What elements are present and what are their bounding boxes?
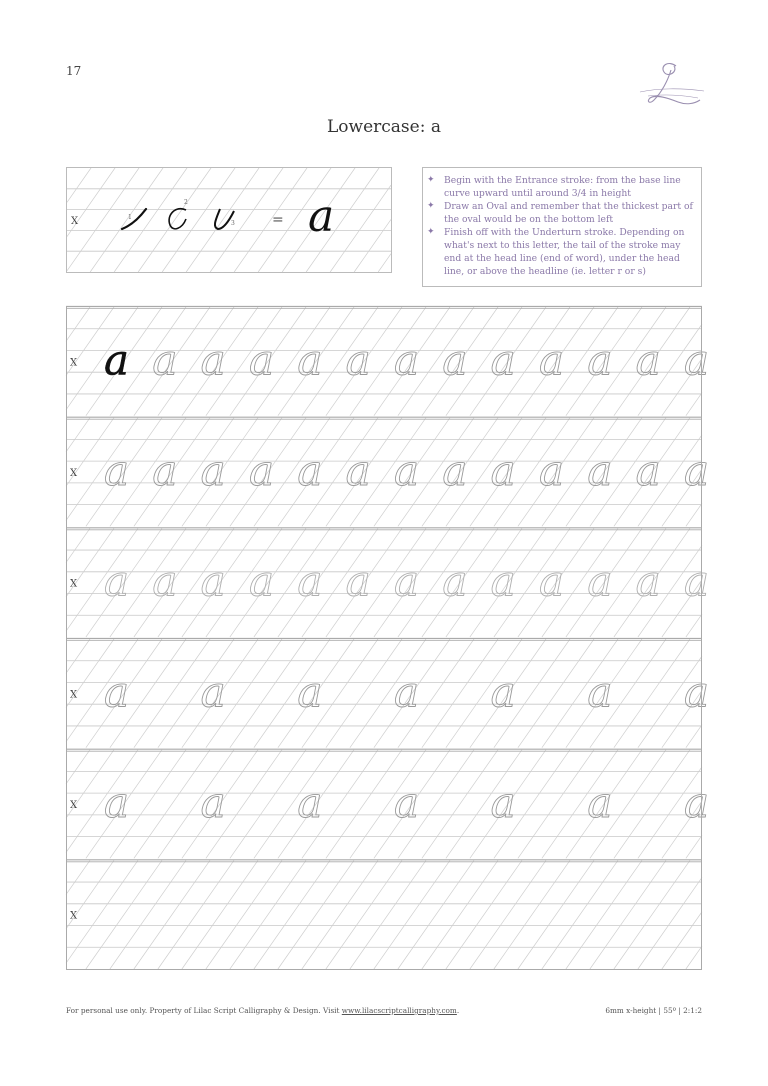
slant-line [686,503,702,526]
slant-line [66,307,90,341]
slant-line [66,860,90,894]
trace-letter-a: a [104,667,130,717]
trace-letter-a: a [297,556,323,606]
trace-letter-a: a [152,335,178,385]
slant-line [67,168,91,202]
example-letter-a: a [104,335,130,385]
trace-letter-a: a [539,556,565,606]
trace-letter-a: a [345,335,371,385]
slant-line [590,860,666,969]
trace-letter-a: a [152,556,178,606]
trace-letter-a: a [587,446,613,495]
trace-letter-a: a [442,446,468,495]
trace-letter-a: a [152,446,178,495]
slant-line [422,639,498,748]
slant-line [162,168,235,272]
demo-letter-a: a [308,191,335,242]
trace-letter-a: a [684,778,710,827]
trace-letter-a: a [635,556,661,606]
practice-row [66,749,709,858]
trace-letter-a: a [490,446,516,495]
slant-line [518,860,594,969]
slant-line [494,860,570,969]
trace-letter-a: a [200,446,226,495]
slant-line [134,750,210,859]
slant-line [254,860,330,969]
slant-line [686,835,702,858]
page-title: Lowercase: a [327,117,441,137]
slant-line [350,860,426,969]
slant-line [86,860,162,969]
step-label-3: 3 [231,220,235,227]
footer-specs: 6mm x-height | 55º | 2:1:2 [605,1006,702,1015]
slant-line [330,185,391,272]
trace-letter-a: a [684,667,710,717]
slant-line [278,860,354,969]
slant-line [614,860,690,969]
slant-line [686,725,702,748]
slant-line [614,639,690,748]
trace-letter-a: a [635,335,661,385]
equals-sign: = [272,212,284,228]
slant-line [186,168,259,272]
slant-line [398,860,474,969]
practice-row [66,860,702,969]
trace-letter-a: a [490,556,516,606]
practice-row [66,528,709,637]
slant-line [378,254,391,272]
slant-line [470,860,546,969]
trace-letter-a: a [200,667,226,717]
trace-letter-a: a [104,778,130,827]
practice-grid [66,306,710,970]
slant-line [114,168,187,272]
entrance-stroke [122,209,146,229]
practice-row [66,639,709,748]
slant-line [686,393,702,416]
trace-letter-a: a [684,556,710,606]
slant-line [66,750,90,784]
slant-line [326,639,402,748]
trace-letter-a: a [635,446,661,495]
slant-line [66,528,90,562]
slant-line [134,639,210,748]
page-number: 17 [66,64,82,78]
trace-letter-a: a [684,335,710,385]
slant-line [518,750,594,859]
slant-line [354,219,391,272]
trace-letter-a: a [394,667,420,717]
trace-letter-a: a [104,556,130,606]
slant-line [638,877,702,969]
trace-letter-a: a [442,335,468,385]
row-marker: X [70,468,78,479]
trace-letter-a: a [587,778,613,827]
trace-letter-a: a [297,667,323,717]
trace-letter-a: a [394,556,420,606]
step-label-1: 1 [128,214,132,221]
trace-letter-a: a [394,446,420,495]
slant-line [206,860,282,969]
instruction-item: ✦ Finish off with the Underturn stroke. Depending on what's next to this letter, the tail of the stroke may end at the head line (end of word), under the head line, or above the headline (ie. letter r or s) [427,227,685,277]
slant-line [566,860,642,969]
step-label-2: 2 [184,199,188,206]
slant-line [110,860,186,969]
slant-line [134,860,210,969]
slant-line [230,860,306,969]
oval-stroke [169,209,186,229]
slant-line [90,168,163,272]
trace-letter-a: a [200,778,226,827]
trace-letter-a: a [249,446,275,495]
slant-line [234,168,307,272]
trace-letter-a: a [490,778,516,827]
slant-line [326,750,402,859]
trace-letter-a: a [490,667,516,717]
trace-letter-a: a [539,446,565,495]
slant-line [542,860,618,969]
slant-line [158,860,234,969]
trace-letter-a: a [490,335,516,385]
trace-letter-a: a [587,556,613,606]
lilac-script-logo-icon [638,58,706,110]
trace-letter-a: a [539,335,565,385]
slant-line [230,639,306,748]
slant-line [446,860,522,969]
slant-line [614,750,690,859]
slant-line [230,750,306,859]
trace-letter-a: a [104,446,130,495]
instruction-item: ✦ Draw an Oval and remember that the thickest part of the oval would be on the bottom left [427,201,693,225]
trace-letter-a: a [442,556,468,606]
trace-letter-a: a [200,556,226,606]
slant-line [66,639,90,673]
trace-letter-a: a [249,556,275,606]
trace-letter-a: a [394,335,420,385]
slant-line [422,860,498,969]
row-marker: X [70,578,78,590]
star-bullet-icon: ✦ [427,227,435,237]
practice-row [66,307,709,416]
practice-row [66,417,709,526]
slant-line [686,946,702,969]
trace-letter-a: a [587,667,613,717]
slant-line [686,614,702,637]
row-marker: X [70,689,78,701]
slant-line [326,860,402,969]
row-marker: X [70,800,78,811]
trace-letter-a: a [297,446,323,495]
slant-line [422,750,498,859]
trace-letter-a: a [587,335,613,385]
row-marker: X [70,910,78,922]
slant-line [182,860,258,969]
slant-line [374,860,450,969]
stroke-demo-panel [66,167,392,273]
website-link[interactable]: www.lilacscriptcalligraphy.com [341,1006,457,1015]
trace-letter-a: a [394,778,420,827]
slant-line [662,912,702,969]
slant-line [66,418,90,452]
trace-letter-a: a [200,335,226,385]
slant-line [138,168,211,272]
trace-letter-a: a [345,446,371,495]
trace-letter-a: a [249,335,275,385]
trace-letter-a: a [684,446,710,495]
slant-line [518,639,594,748]
footer-notice: For personal use only. Property of Lilac Script Calligraphy & Design. Visit www.lilacscriptcalligraphy.com. [66,1006,460,1015]
star-bullet-icon: ✦ [427,201,435,211]
instruction-item: ✦ Begin with the Entrance stroke: from the base line curve upward until around 3/4 in height [427,175,681,199]
demo-row-marker: X [71,216,79,227]
trace-letter-a: a [297,335,323,385]
trace-letter-a: a [297,778,323,827]
instructions-box [422,167,702,287]
row-marker: X [70,357,78,369]
trace-letter-a: a [345,556,371,606]
slant-line [302,860,378,969]
star-bullet-icon: ✦ [427,175,435,185]
